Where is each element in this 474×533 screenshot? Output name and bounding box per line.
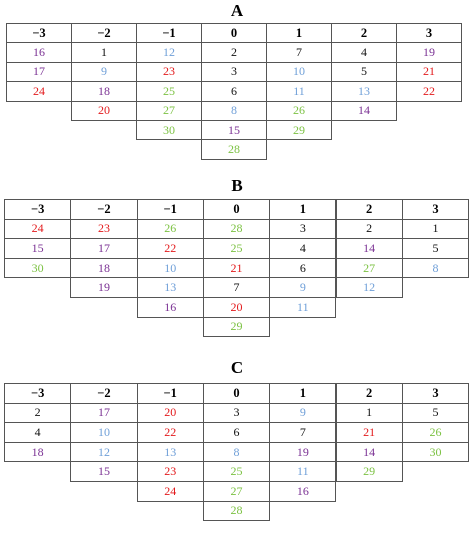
table-cell-c-r0-c2: 20 (137, 403, 204, 424)
table-cell-c-r0-c0: 2 (4, 403, 71, 424)
column-header-c-5: 2 (336, 383, 403, 404)
table-cell-b-r0-c0: 24 (4, 219, 71, 240)
table-cell-b-r2-c0: 30 (4, 258, 71, 279)
table-cell-a-r2-c1: 18 (71, 81, 137, 101)
column-header-b-6: 3 (402, 199, 469, 220)
column-header-b-1: −2 (70, 199, 137, 220)
table-cell-b-r5-c3: 29 (203, 317, 270, 338)
table-cell-b-r3-c2: 13 (137, 277, 204, 298)
table-cell-c-r1-c3: 6 (203, 422, 270, 443)
table-cell-c-r1-c4: 7 (269, 422, 336, 443)
table-cell-c-r3-c1: 15 (70, 461, 137, 482)
table-cell-c-r3-c3: 25 (203, 461, 270, 482)
table-cell-b-r2-c5: 27 (336, 258, 403, 279)
table-cell-c-r1-c6: 26 (402, 422, 469, 443)
column-header-a-0: −3 (6, 23, 72, 43)
table-cell-b-r4-c4: 11 (269, 297, 336, 318)
table-cell-c-r2-c0: 18 (4, 442, 71, 463)
table-cell-c-r2-c6: 30 (402, 442, 469, 463)
table-cell-b-r3-c4: 9 (269, 277, 336, 298)
table-cell-c-r4-c4: 16 (269, 481, 336, 502)
panel-title-c: C (230, 358, 244, 377)
table-cell-a-r1-c6: 21 (396, 62, 462, 82)
table-cell-a-r0-c1: 1 (71, 42, 137, 62)
table-cell-b-r3-c1: 19 (70, 277, 137, 298)
table-cell-a-r5-c3: 28 (201, 139, 267, 159)
table-cell-a-r3-c1: 20 (71, 101, 137, 121)
table-cell-b-r2-c2: 10 (137, 258, 204, 279)
table-cell-a-r1-c1: 9 (71, 62, 137, 82)
table-cell-c-r0-c5: 1 (336, 403, 403, 424)
column-header-a-2: −1 (136, 23, 202, 43)
table-cell-c-r0-c1: 17 (70, 403, 137, 424)
panel-title-b: B (231, 176, 243, 195)
column-header-c-1: −2 (70, 383, 137, 404)
table-cell-a-r2-c3: 6 (201, 81, 267, 101)
table-cell-c-r4-c2: 24 (137, 481, 204, 502)
table-cell-a-r1-c3: 3 (201, 62, 267, 82)
table-cell-b-r1-c5: 14 (336, 238, 403, 259)
table-cell-a-r0-c3: 2 (201, 42, 267, 62)
table-cell-c-r0-c6: 5 (402, 403, 469, 424)
table-cell-b-r1-c1: 17 (70, 238, 137, 259)
table-cell-b-r1-c6: 5 (402, 238, 469, 259)
table-cell-a-r0-c4: 7 (266, 42, 332, 62)
table-cell-b-r2-c4: 6 (269, 258, 336, 279)
column-header-a-4: 1 (266, 23, 332, 43)
column-header-c-4: 1 (269, 383, 336, 404)
table-cell-a-r0-c5: 4 (331, 42, 397, 62)
column-header-a-1: −2 (71, 23, 137, 43)
table-cell-a-r3-c2: 27 (136, 101, 202, 121)
column-header-c-3: 0 (203, 383, 270, 404)
table-cell-b-r0-c1: 23 (70, 219, 137, 240)
table-cell-b-r0-c2: 26 (137, 219, 204, 240)
table-cell-b-r0-c3: 28 (203, 219, 270, 240)
table-cell-a-r2-c0: 24 (6, 81, 72, 101)
table-cell-a-r2-c5: 13 (331, 81, 397, 101)
table-cell-b-r1-c3: 25 (203, 238, 270, 259)
table-cell-c-r5-c3: 28 (203, 501, 270, 522)
table-cell-a-r3-c5: 14 (331, 101, 397, 121)
table-cell-c-r1-c2: 22 (137, 422, 204, 443)
table-cell-c-r4-c3: 27 (203, 481, 270, 502)
table-cell-b-r4-c2: 16 (137, 297, 204, 318)
table-cell-c-r2-c4: 19 (269, 442, 336, 463)
column-header-c-6: 3 (402, 383, 469, 404)
table-cell-c-r0-c3: 3 (203, 403, 270, 424)
table-cell-c-r0-c4: 9 (269, 403, 336, 424)
table-cell-a-r1-c0: 17 (6, 62, 72, 82)
table-cell-b-r2-c1: 18 (70, 258, 137, 279)
table-cell-c-r3-c4: 11 (269, 461, 336, 482)
table-cell-c-r1-c5: 21 (336, 422, 403, 443)
table-cell-a-r4-c4: 29 (266, 120, 332, 140)
table-cell-b-r0-c6: 1 (402, 219, 469, 240)
table-cell-a-r0-c0: 16 (6, 42, 72, 62)
table-cell-a-r2-c2: 25 (136, 81, 202, 101)
table-cell-a-r0-c6: 19 (396, 42, 462, 62)
table-cell-c-r3-c2: 23 (137, 461, 204, 482)
table-cell-a-r2-c4: 11 (266, 81, 332, 101)
column-header-a-3: 0 (201, 23, 267, 43)
table-cell-c-r2-c1: 12 (70, 442, 137, 463)
column-header-c-2: −1 (137, 383, 204, 404)
table-cell-a-r4-c2: 30 (136, 120, 202, 140)
table-cell-b-r3-c3: 7 (203, 277, 270, 298)
table-cell-b-r0-c5: 2 (336, 219, 403, 240)
column-header-a-5: 2 (331, 23, 397, 43)
table-cell-a-r2-c6: 22 (396, 81, 462, 101)
table-cell-a-r4-c3: 15 (201, 120, 267, 140)
table-cell-a-r1-c5: 5 (331, 62, 397, 82)
table-cell-b-r2-c6: 8 (402, 258, 469, 279)
table-cell-c-r1-c0: 4 (4, 422, 71, 443)
table-cell-b-r1-c0: 15 (4, 238, 71, 259)
column-header-b-0: −3 (4, 199, 71, 220)
column-header-b-5: 2 (336, 199, 403, 220)
column-header-b-4: 1 (269, 199, 336, 220)
column-header-b-3: 0 (203, 199, 270, 220)
table-cell-b-r2-c3: 21 (203, 258, 270, 279)
table-cell-c-r2-c3: 8 (203, 442, 270, 463)
column-header-a-6: 3 (396, 23, 462, 43)
table-cell-b-r4-c3: 20 (203, 297, 270, 318)
table-cell-a-r0-c2: 12 (136, 42, 202, 62)
table-cell-b-r3-c5: 12 (336, 277, 403, 298)
table-cell-b-r1-c4: 4 (269, 238, 336, 259)
column-header-b-2: −1 (137, 199, 204, 220)
table-cell-a-r3-c4: 26 (266, 101, 332, 121)
table-cell-c-r1-c1: 10 (70, 422, 137, 443)
table-cell-b-r0-c4: 3 (269, 219, 336, 240)
panel-title-a: A (230, 1, 244, 20)
table-cell-c-r2-c5: 14 (336, 442, 403, 463)
table-cell-b-r1-c2: 22 (137, 238, 204, 259)
table-cell-a-r1-c2: 23 (136, 62, 202, 82)
column-header-c-0: −3 (4, 383, 71, 404)
table-cell-c-r3-c5: 29 (336, 461, 403, 482)
table-cell-a-r1-c4: 10 (266, 62, 332, 82)
table-cell-a-r3-c3: 8 (201, 101, 267, 121)
table-cell-c-r2-c2: 13 (137, 442, 204, 463)
